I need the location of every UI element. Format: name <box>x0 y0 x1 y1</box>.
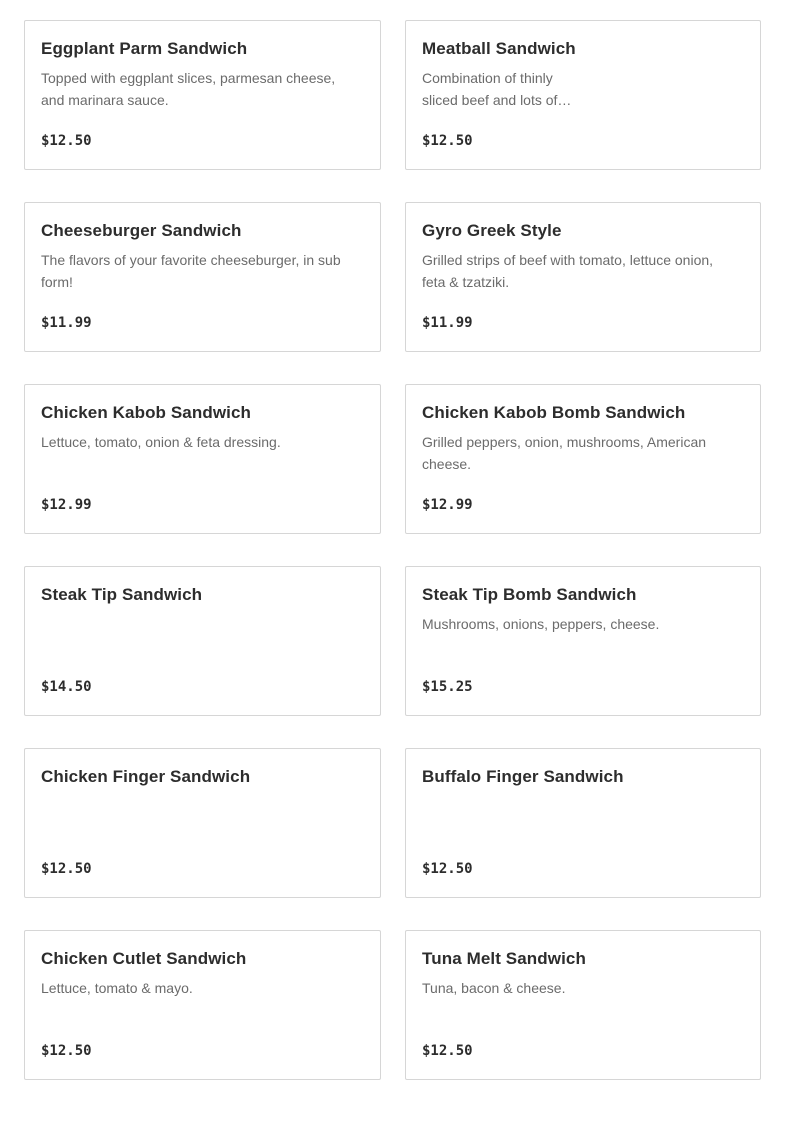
menu-item-card[interactable] <box>405 20 761 170</box>
menu-item-title: Meatball Sandwich <box>422 39 576 58</box>
menu-item-description: Topped with eggplant slices, parmesan cheese, and marinara sauce. <box>41 70 336 108</box>
menu-item-description: Tuna, bacon & cheese. <box>422 980 566 996</box>
menu-item-description: The flavors of your favorite cheeseburger, in sub form! <box>41 252 341 290</box>
menu-item-card[interactable] <box>24 748 381 898</box>
menu-item-card[interactable] <box>24 202 381 352</box>
menu-item-title: Chicken Cutlet Sandwich <box>41 949 247 968</box>
menu-item-title: Tuna Melt Sandwich <box>422 949 586 968</box>
menu-item-card[interactable] <box>405 566 761 716</box>
menu-item-price: $12.50 <box>41 1043 92 1059</box>
menu-item-price: $11.99 <box>41 315 92 331</box>
menu-item-card[interactable] <box>24 566 381 716</box>
menu-item-price: $12.50 <box>422 861 473 877</box>
menu-item-card[interactable] <box>24 20 381 170</box>
menu-item-price: $14.50 <box>41 679 92 695</box>
menu-item-description: Combination of thinly sliced beef and lots of… <box>422 70 572 108</box>
menu-item-price: $12.50 <box>422 1043 473 1059</box>
menu-item-title: Gyro Greek Style <box>422 221 562 240</box>
menu-item-description: Grilled strips of beef with tomato, lettuce onion, feta & tzatziki. <box>422 252 714 290</box>
menu-item-card[interactable] <box>24 930 381 1080</box>
menu-item-card[interactable] <box>405 202 761 352</box>
menu-item-price: $12.99 <box>41 497 92 513</box>
menu-item-title: Chicken Kabob Bomb Sandwich <box>422 403 686 422</box>
menu-item-price: $12.99 <box>422 497 473 513</box>
menu-item-grid <box>24 0 761 1080</box>
menu-item-title: Steak Tip Sandwich <box>41 585 203 604</box>
menu-item-price: $11.99 <box>422 315 473 331</box>
menu-item-price: $12.50 <box>422 133 473 149</box>
menu-item-title: Steak Tip Bomb Sandwich <box>422 585 637 604</box>
menu-item-description: Grilled peppers, onion, mushrooms, American cheese. <box>422 434 707 472</box>
menu-item-price: $12.50 <box>41 133 92 149</box>
menu-item-card[interactable] <box>405 930 761 1080</box>
menu-item-description: Mushrooms, onions, peppers, cheese. <box>422 616 660 632</box>
menu-item-description: Lettuce, tomato, onion & feta dressing. <box>41 434 281 450</box>
menu-item-card[interactable] <box>24 384 381 534</box>
menu-item-title: Buffalo Finger Sandwich <box>422 767 624 786</box>
menu-item-price: $12.50 <box>41 861 92 877</box>
menu-item-price: $15.25 <box>422 679 473 695</box>
menu-item-description: Lettuce, tomato & mayo. <box>41 980 193 996</box>
menu-item-title: Eggplant Parm Sandwich <box>41 39 248 58</box>
menu-item-card[interactable] <box>405 748 761 898</box>
menu-item-card[interactable] <box>405 384 761 534</box>
menu-item-title: Cheeseburger Sandwich <box>41 221 242 240</box>
menu-item-title: Chicken Kabob Sandwich <box>41 403 252 422</box>
menu-item-title: Chicken Finger Sandwich <box>41 767 251 786</box>
